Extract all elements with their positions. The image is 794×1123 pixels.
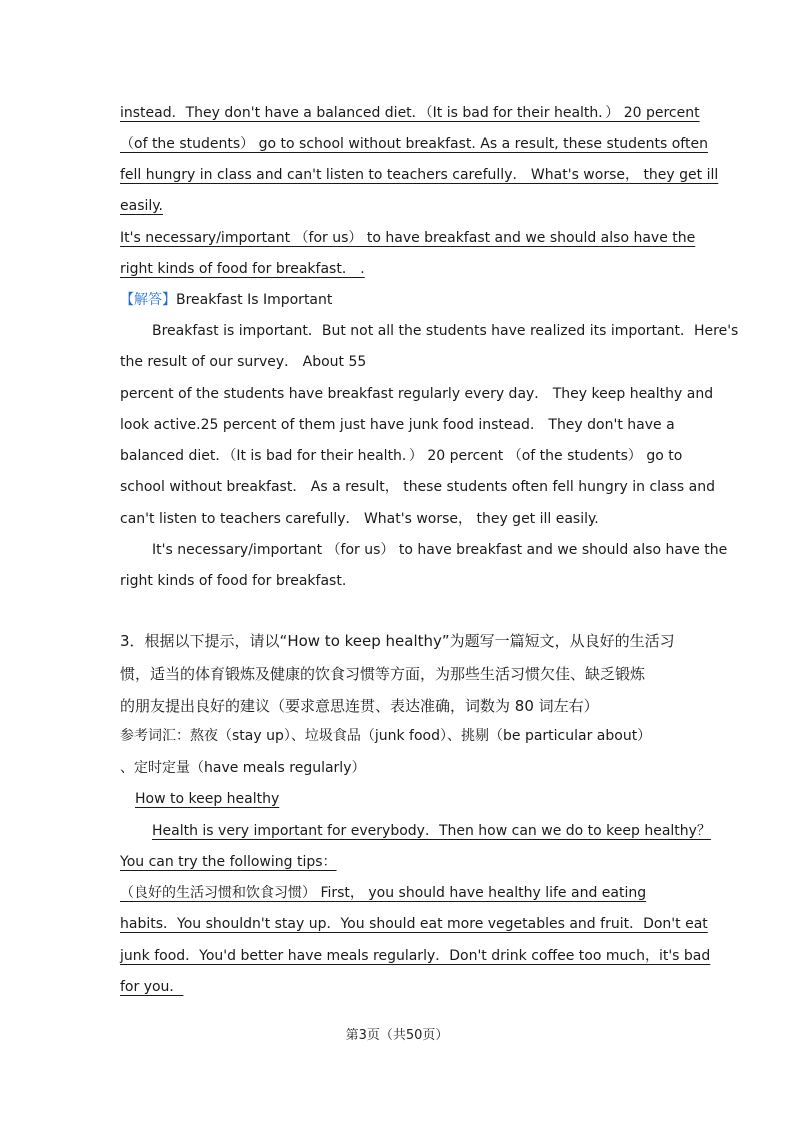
question-line: 3．根据以下提示，请以“How to keep healthy”为题写一篇短文，从良好的生活习 [120, 632, 675, 650]
text-line: It's necessary/important （for us） to have breakfast and we should also have the [120, 230, 696, 246]
answer-line: can't listen to teachers carefully． What's worse， they get ill easily. [120, 511, 599, 527]
answer-label: 【解答】 [120, 292, 176, 308]
essay-line: for you． [120, 979, 184, 995]
text-line: instead．They don't have a balanced diet．（It is bad for their health．） 20 percent [120, 105, 700, 121]
text-line: fell hungry in class and can't listen to teachers carefully． What's worse， they get ill [120, 167, 719, 183]
question-line: 的朋友提出良好的建议（要求意思连贯、表达准确，词数为 80 词左右） [120, 697, 599, 715]
text-line: easily. [120, 198, 164, 214]
answer-title: Breakfast Is Important [176, 292, 333, 308]
answer-line: It's necessary/important （for us） to have breakfast and we should also have the [152, 542, 728, 558]
answer-line: balanced diet．（It is bad for their health．） 20 percent （of the students） go to [120, 448, 683, 464]
answer-heading [120, 290, 332, 310]
answer-line: percent of the students have breakfast regularly every day． They keep healthy and [120, 386, 714, 402]
essay-line: junk food．You'd better have meals regularly．Don't drink coffee too much，it's bad [120, 948, 711, 964]
essay-line: You can try the following tips： [120, 854, 337, 870]
essay-line: Health is very important for everybody．Then how can we do to keep healthy？ [152, 823, 711, 839]
essay-line: （良好的生活习惯和饮食习惯） First， you should have healthy life and eating [120, 885, 647, 901]
essay-title: How to keep healthy [135, 791, 280, 807]
text-line: （of the students） go to school without breakfast. As a result, these students often [120, 136, 708, 152]
answer-line: look active.25 percent of them just have junk food instead． They don't have a [120, 417, 675, 433]
answer-line: right kinds of food for breakfast. [120, 573, 347, 589]
essay-line: habits．You shouldn't stay up．You should eat more vegetables and fruit．Don't eat [120, 916, 708, 932]
answer-line: Breakfast is important．But not all the students have realized its important．Here's [152, 323, 739, 339]
answer-line: the result of our survey． About 55 [120, 354, 367, 370]
question-line: 、定时定量（have meals regularly） [120, 760, 366, 776]
answer-line: school without breakfast． As a result， these students often fell hungry in class and [120, 479, 715, 495]
page-number: 第3页（共50页） [345, 1028, 449, 1043]
question-line: 惯，适当的体育锻炼及健康的饮食习惯等方面，为那些生活习惯欠佳、缺乏锻炼 [120, 665, 646, 683]
question-line: 参考词汇：熬夜（stay up）、垃圾食品（junk food）、挑剔（be particular about） [120, 728, 652, 744]
text-line: right kinds of food for breakfast． . [120, 261, 365, 277]
